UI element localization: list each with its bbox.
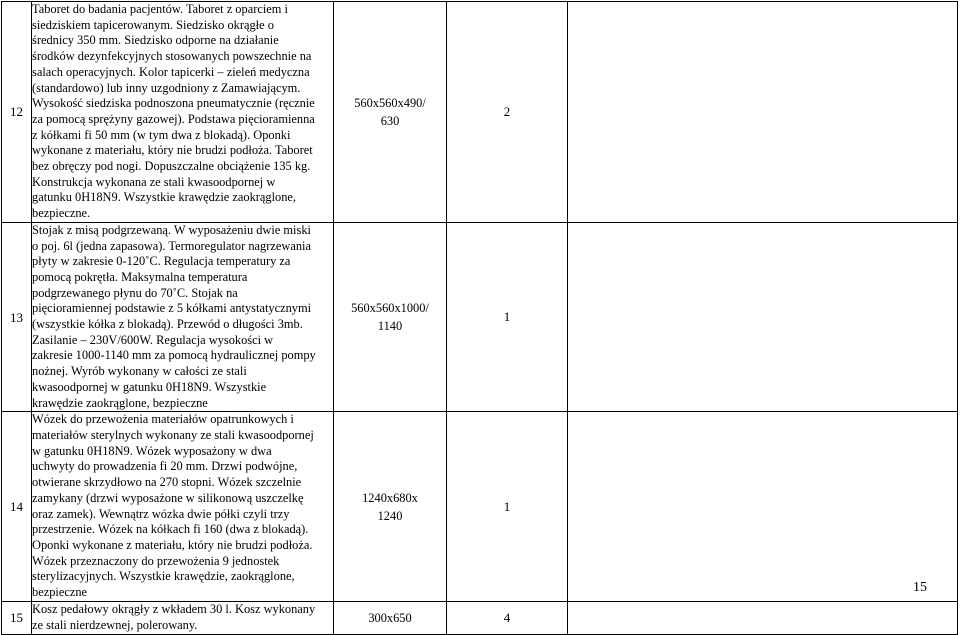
description-line: Wózek przeznaczony do przewożenia 9 jednostek [32,553,280,568]
dimensions-line: 1240x680x [362,490,418,505]
empty-cell [568,2,958,223]
description-line: oraz zamek). Wewnątrz wózka dwie półki czyli trzy [32,506,290,521]
table-row [2,601,958,634]
description-line: (wszystkie kółka z blokadą). Przewód o długości 3mb. [32,317,303,332]
description-line: nożnej. Wyrób wykonany w całości ze stali [32,364,247,379]
empty-cell [568,412,958,601]
description-line: Stojak z misą podgrzewaną. W wyposażeniu dwie miski [32,222,311,237]
description-line: Kosz pedałowy okrągły z wkładem 30 l. Kosz wykonany [32,602,316,617]
description-line: środków dezynfekcyjnych stosowanych powszechnie na [32,49,312,64]
table-row [2,412,958,601]
description-line: przestrzenie. Wózek na kółkach fi 160 (dwa z blokadą). [32,522,309,537]
dimensions-line: 300x650 [368,610,412,625]
description-line: Konstrukcja wykonana ze stali kwasoodpornej w [32,174,276,189]
item-description [32,2,334,223]
empty-cell [568,222,958,411]
description-line: bez obręczy pod nogi. Dopuszczalne obciążenie 135 kg. [32,159,311,174]
item-description [32,601,334,634]
description-line: ze stali nierdzewnej, polerowany. [32,617,198,632]
row-number: 15 [2,601,32,634]
item-dimensions [334,2,447,223]
description-line: Oponki wykonane z materiału, który nie brudzi podłoża. [32,537,313,552]
description-line: bezpieczne [32,585,88,600]
description-line: pomocą pokrętła. Maksymalna temperatura [32,269,248,284]
item-quantity: 4 [447,601,568,634]
description-line: siedziskiem tapicerowanym. Siedzisko okrągłe o [32,17,274,32]
item-quantity: 1 [447,412,568,601]
description-line: zakresie 1000-1140 mm za pomocą hydraulicznej pompy [32,348,316,363]
description-line: krawędzie zaokrąglone, bezpieczne [32,395,208,410]
dimensions-line: 1140 [377,319,403,334]
description-line: z kółkami fi 50 mm (w tym dwa z blokadą). Oponki [32,127,291,142]
description-line: kwasoodpornej w gatunku 0H18N9. Wszystkie [32,379,267,394]
specification-table [1,1,958,635]
description-line: gatunku 0H18N9. Wszystkie krawędzie zaokrąglone, [32,190,297,205]
table-row [2,222,958,411]
description-line: Wysokość siedziska podnoszona pneumatycznie (ręcznie [32,96,315,111]
row-number: 13 [2,222,32,411]
description-line: płyty w zakresie 0-120˚C. Regulacja temperatury za [32,254,291,269]
description-line: bezpieczne. [32,206,91,221]
dimensions-line: 630 [380,113,400,128]
description-line: średnicy 350 mm. Siedzisko odporne na działanie [32,33,279,48]
item-quantity: 2 [447,2,568,223]
item-description [32,222,334,411]
item-description [32,412,334,601]
description-line: za pomocą sprężyny gazowej). Podstawa pięcioramienna [32,111,315,126]
row-number: 12 [2,2,32,223]
dimensions-line: 560x560x490/ [354,95,426,110]
description-line: sterylizacyjnych. Wszystkie krawędzie, zaokrąglone, [32,569,295,584]
item-dimensions [334,601,447,634]
description-line: podgrzewanego płynu do 70˚C. Stojak na [32,285,238,300]
description-line: (standardowo) lub inny uzgodniony z Zamawiającym. [32,80,301,95]
page-number: 15 [913,580,927,595]
description-line: wykonane z materiału, który nie brudzi podłoża. Taboret [32,143,313,158]
item-quantity: 1 [447,222,568,411]
description-line: uchwyty do prowadzenia fi 20 mm. Drzwi podwójne, [32,459,298,474]
description-line: zamykany (drzwi wyposażone w silikonową uszczelkę [32,490,304,505]
description-line: Wózek do przewożenia materiałów opatrunkowych i [32,412,294,427]
item-dimensions [334,222,447,411]
description-line: Zasilanie – 230V/600W. Regulacja wysokości w [32,332,274,347]
empty-cell [568,601,958,634]
table-row [2,2,958,223]
description-line: materiałów sterylnych wykonany ze stali kwasoodpornej [32,427,314,442]
description-line: o poj. 6l (jedna zapasowa). Termoregulator nagrzewania [32,238,311,253]
item-dimensions [334,412,447,601]
dimensions-line: 560x560x1000/ [351,301,429,316]
description-line: otwierane skrzydłowo na 270 stopni. Wózek szczelnie [32,475,302,490]
description-line: Taboret do badania pacjentów. Taboret z oparciem i [32,2,288,16]
description-line: salach operacyjnych. Kolor tapicerki – zieleń medyczna [32,64,310,79]
row-number: 14 [2,412,32,601]
description-line: pięcioramiennej podstawie z 5 kółkami antystatycznymi [32,301,312,316]
description-line: w gatunku 0H18N9. Wózek wyposażony w dwa [32,443,272,458]
dimensions-line: 1240 [377,508,403,523]
